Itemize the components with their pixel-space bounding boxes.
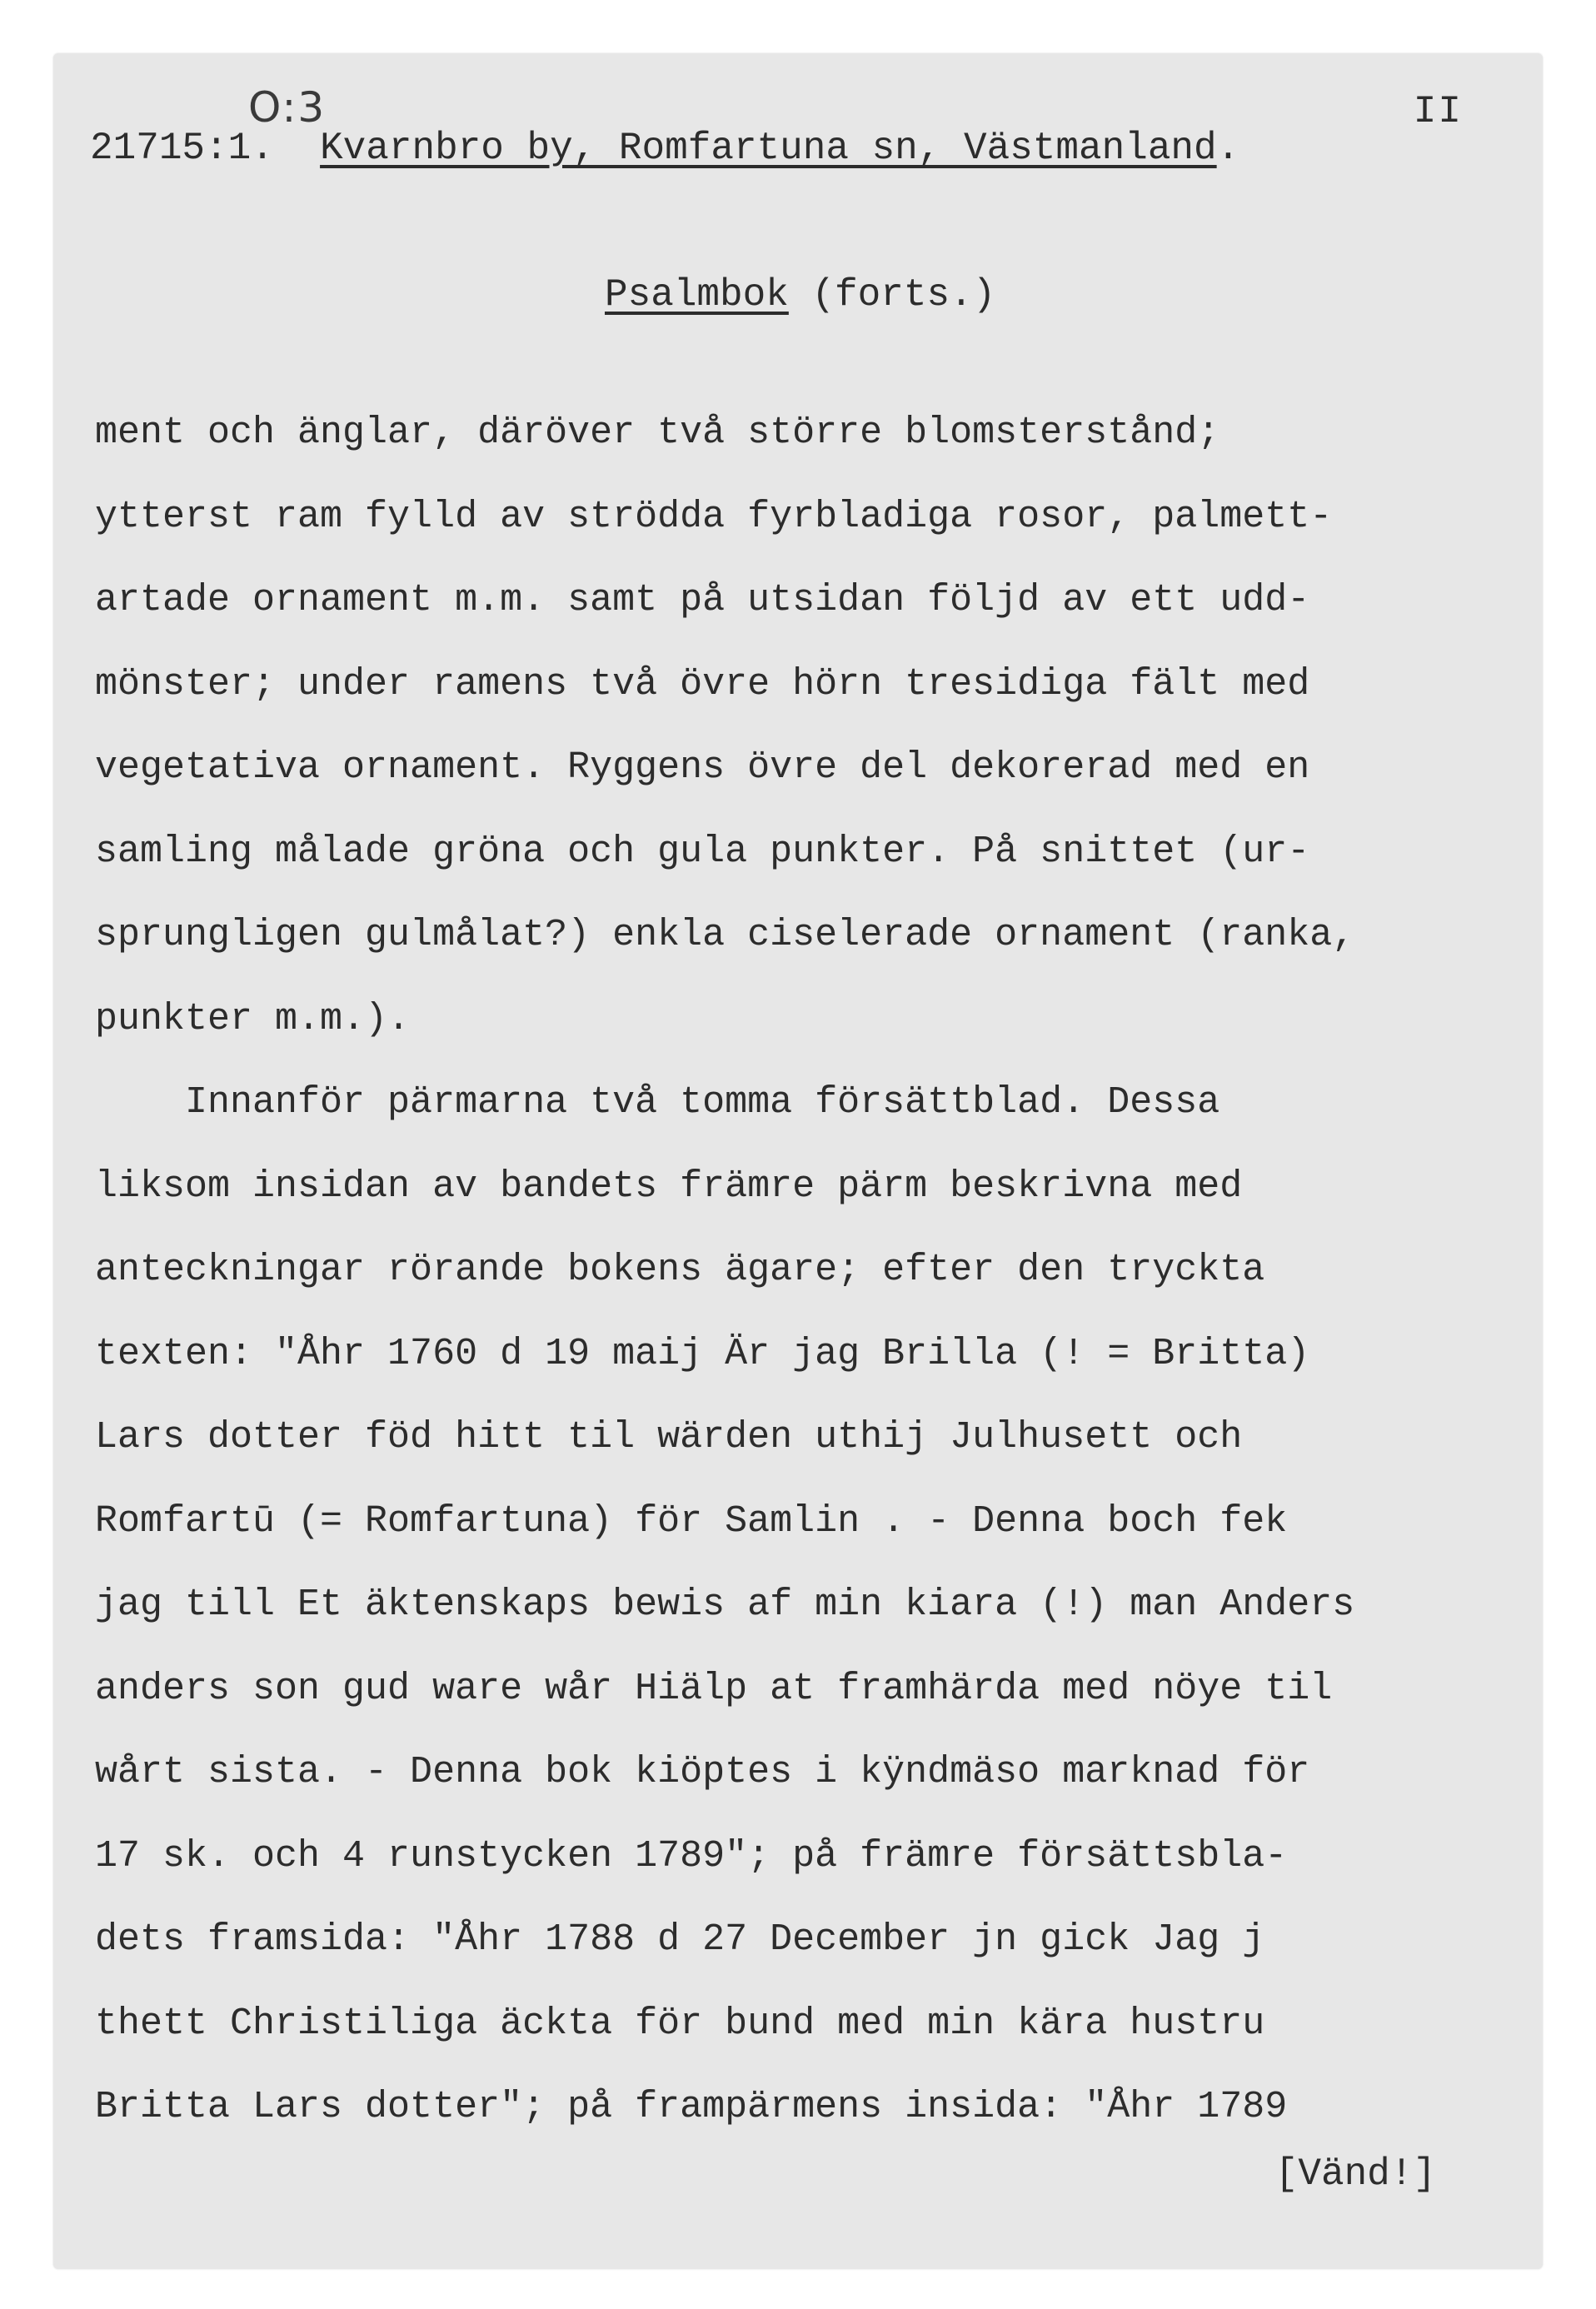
page-number: II [1413, 90, 1463, 133]
text-line: Britta Lars dotter"; på frampärmens insida: "Åhr 1789 [95, 2086, 1288, 2128]
text-line: anders son gud ware wår Hiälp at framhärda med nöye til [95, 1667, 1333, 1710]
subtitle-title: Psalmbok [605, 273, 789, 317]
text-line: mönster; under ramens två övre hörn tresidiga fält med [95, 662, 1310, 706]
text-line: ytterst ram fylld av strödda fyrbladiga rosor, palmett- [95, 495, 1333, 538]
subtitle [605, 273, 995, 317]
text-line: dets framsida: "Åhr 1788 d 27 December jn gick Jag j [95, 1918, 1265, 1961]
text-line: Innanför pärmarna två tomma försättblad. Dessa [95, 1081, 1220, 1124]
location: Kvarnbro by, Romfartuna sn, Västmanland [320, 127, 1217, 170]
text-line: samling målade gröna och gula punkter. På snittet (ur- [95, 830, 1310, 873]
text-line: 17 sk. och 4 runstycken 1789"; på främre försättsbla- [95, 1834, 1288, 1878]
text-line: jag till Et äktenskaps bewis af min kiara (!) man Anders [95, 1583, 1355, 1626]
handwritten-mark: O:3 [248, 83, 327, 132]
catalog-number: 21715:1. [90, 127, 274, 170]
header-end: . [1216, 127, 1240, 170]
turn-over-note: [Vänd!] [1274, 2152, 1436, 2196]
text-line: sprungligen gulmålat?) enkla ciselerade ornament (ranka, [95, 914, 1355, 956]
text-line: artade ornament m.m. samt på utsidan följd av ett udd- [95, 579, 1310, 621]
card-body [95, 391, 1536, 2150]
text-line: Romfartū (= Romfartuna) för Samlin . - Denna boch fek [95, 1499, 1288, 1543]
text-line: liksom insidan av bandets främre pärm beskrivna med [95, 1164, 1243, 1208]
text-line: thett Christiliga äckta för bund med min kära hustru [95, 2002, 1265, 2045]
subtitle-rest: (forts.) [788, 273, 996, 317]
text-line: punkter m.m.). [95, 997, 411, 1040]
text-line: Lars dotter föd hitt til wärden uthij Julhusett och [95, 1416, 1243, 1459]
text-line: texten: "Åhr 1760 d 19 maij Är jag Brilla (! = Britta) [95, 1332, 1310, 1375]
text-line: vegetativa ornament. Ryggens övre del dekorerad med en [95, 746, 1310, 789]
text-line: ment och änglar, däröver två större blomsterstånd; [95, 411, 1220, 454]
text-line: wårt sista. - Denna bok kiöptes i kÿndmäso marknad för [95, 1751, 1310, 1793]
text-line: anteckningar rörande bokens ägare; efter den tryckta [95, 1249, 1265, 1291]
card-header [90, 127, 1239, 170]
index-card [53, 53, 1543, 2269]
